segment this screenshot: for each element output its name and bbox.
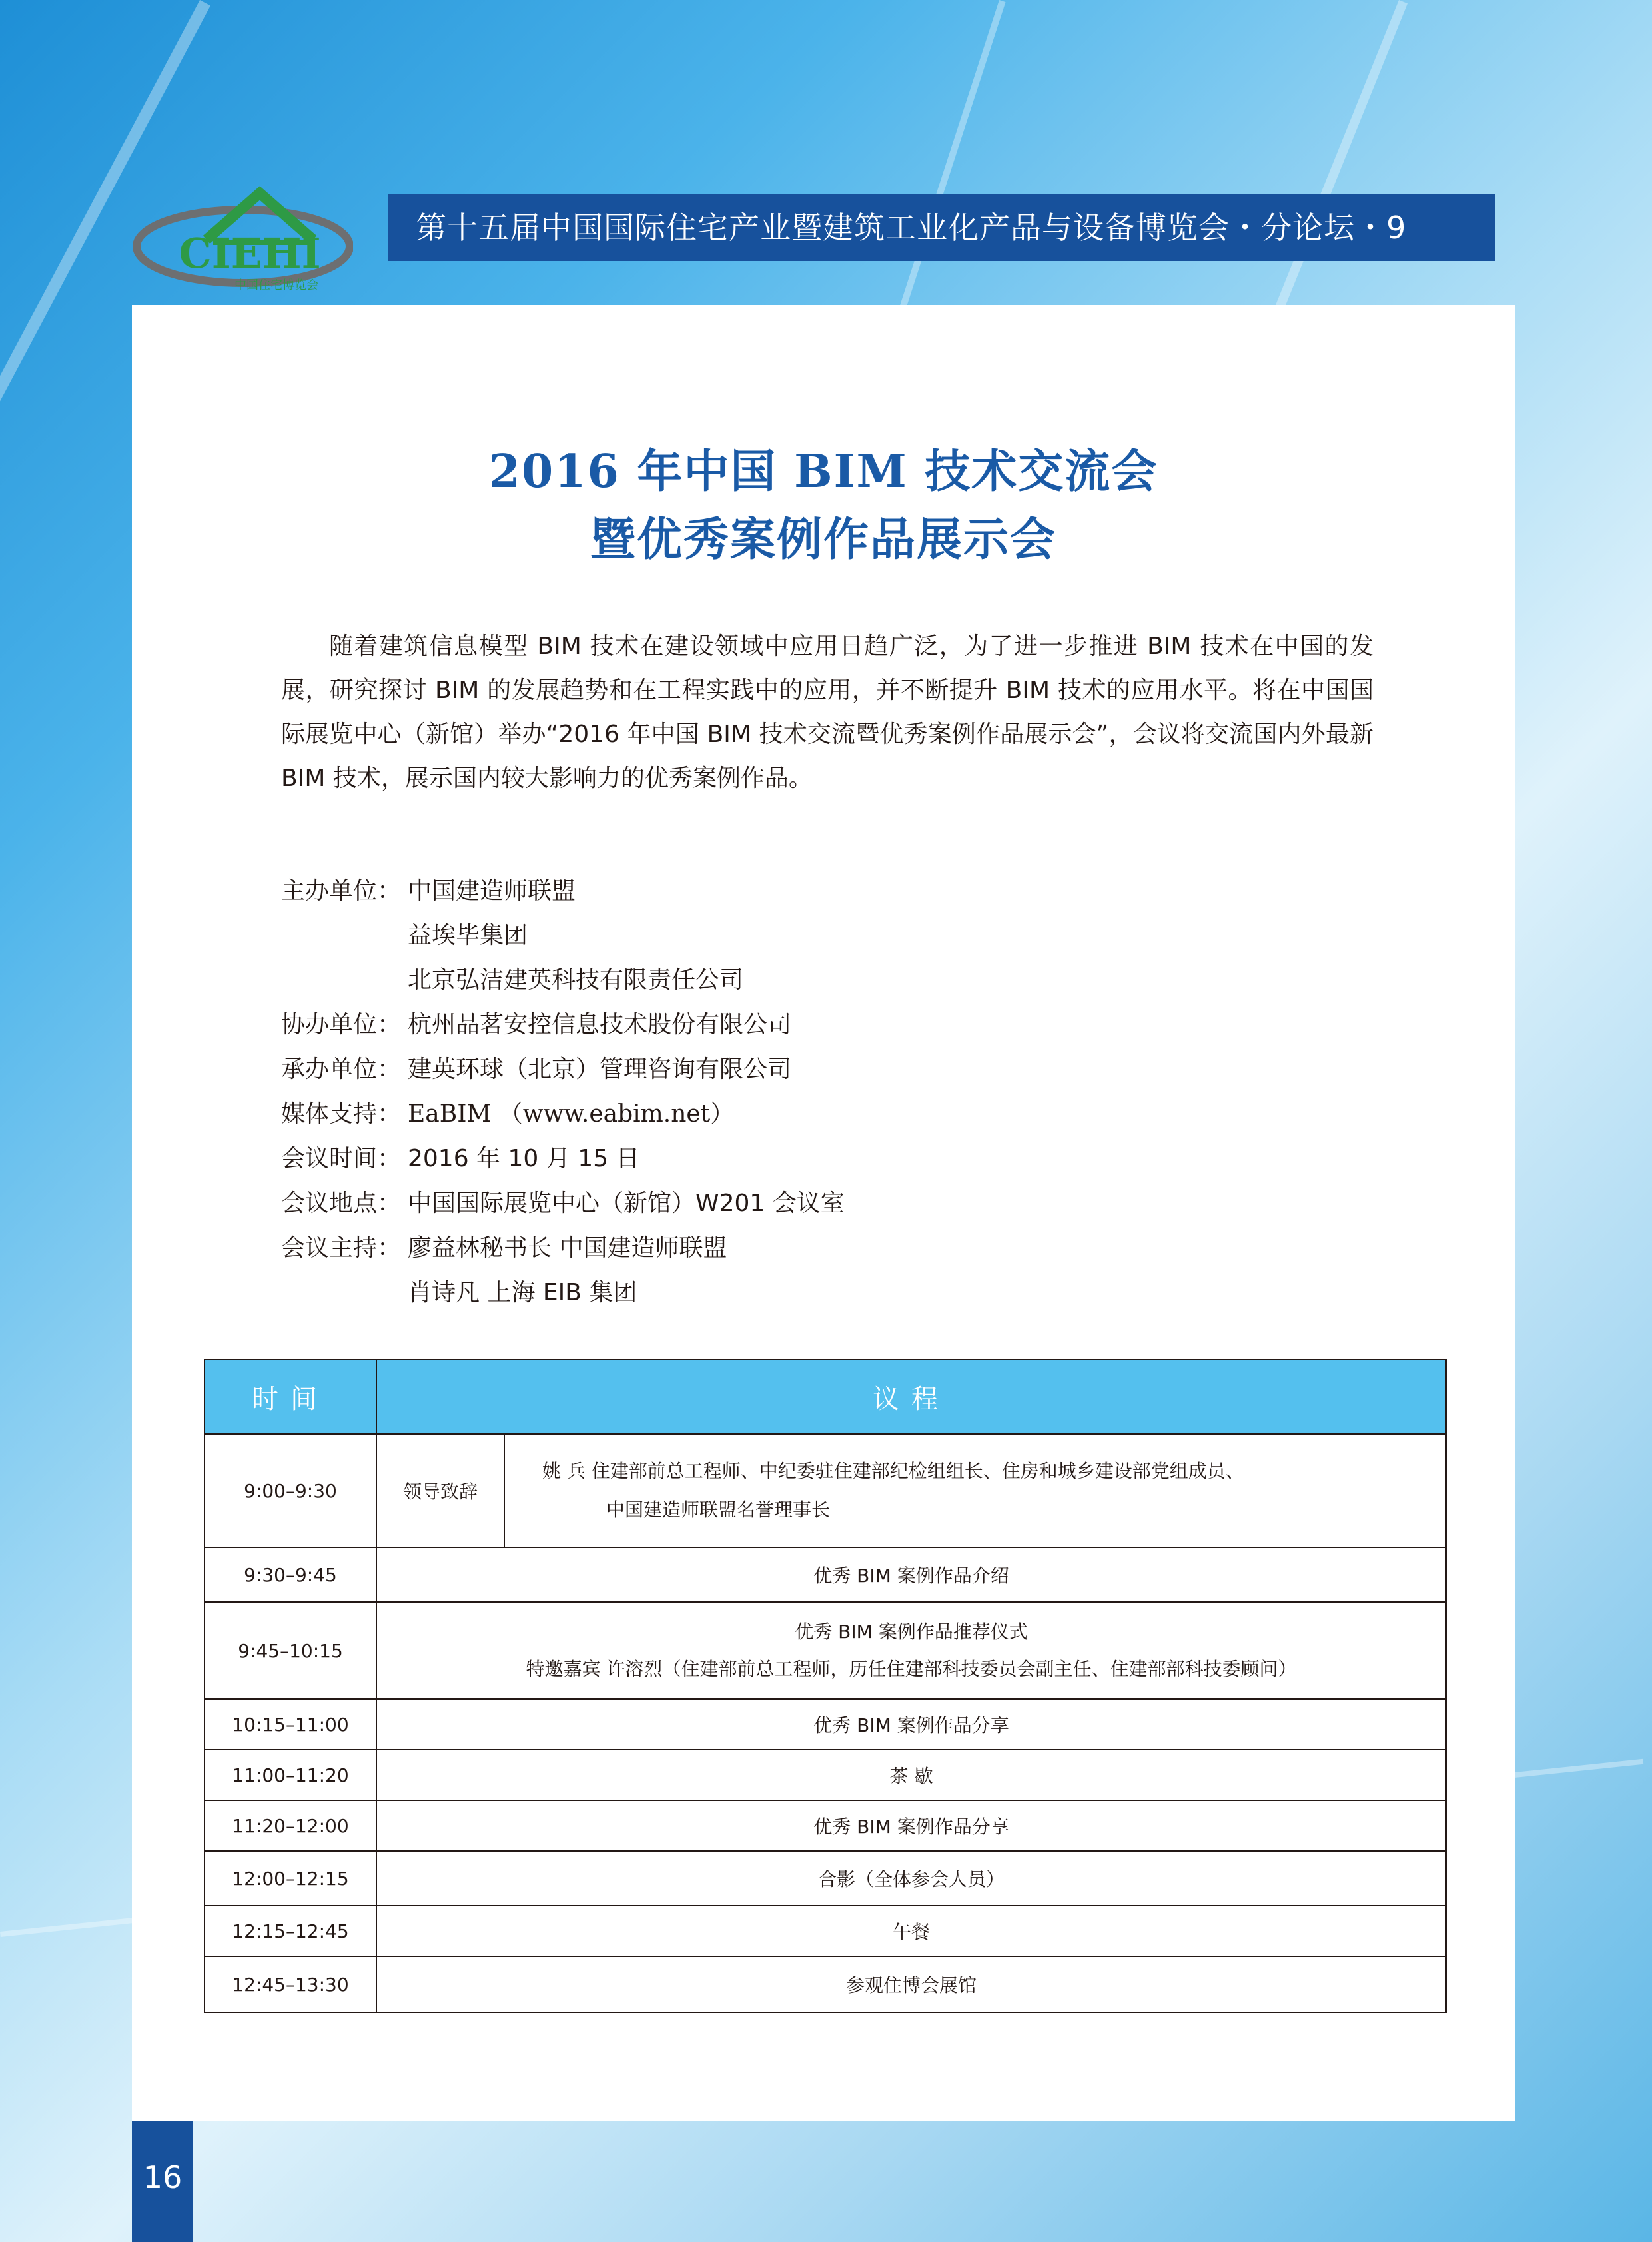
agenda-header-row [205, 1359, 1446, 1434]
agenda-time: 11:00–11:20 [205, 1750, 376, 1800]
info-row [281, 913, 845, 958]
agenda-time: 9:00–9:30 [205, 1434, 376, 1547]
agenda-time: 9:45–10:15 [205, 1602, 376, 1699]
agenda-program-line: 中国建造师联盟名誉理事长 [606, 1499, 831, 1521]
agenda-header-time: 时间 [205, 1359, 376, 1434]
ciehi-logo [133, 167, 353, 293]
agenda-program [504, 1434, 1446, 1547]
title-line-1: 2016 年中国 BIM 技术交流会 [488, 445, 1158, 498]
agenda-program: 午餐 [376, 1906, 1446, 1956]
table-row [205, 1750, 1446, 1800]
info-value: 肖诗凡 上海 EIB 集团 [408, 1279, 637, 1306]
page-number: 16 [132, 2121, 193, 2242]
agenda-time: 9:30–9:45 [205, 1547, 376, 1602]
agenda-program-line: 姚 兵 住建部前总工程师、中纪委驻住建部纪检组组长、住房和城乡建设部党组成员、 [542, 1460, 1244, 1482]
agenda-time: 12:00–12:15 [205, 1851, 376, 1906]
info-label [281, 958, 408, 1002]
info-label: 会议地点： [281, 1190, 402, 1217]
info-value: 2016 年 10 月 15 日 [408, 1145, 640, 1172]
info-value: 中国国际展览中心（新馆）W201 会议室 [408, 1190, 845, 1217]
agenda-program: 合影（全体参会人员） [376, 1851, 1446, 1906]
info-value: 廖益林秘书长 中国建造师联盟 [408, 1234, 727, 1262]
info-row [281, 1136, 845, 1181]
intro-text: 随着建筑信息模型 BIM 技术在建设领域中应用日趋广泛，为了进一步推进 BIM 技术在中国的发展，研究探讨 BIM 的发展趋势和在工程实践中的应用，并不断提升 BIM 技术的应用水平。将在中国国际展览中心（新馆）举办“2016 年中国 BIM 技术交流暨优秀案例作品展示会”，会议将交流国内外最新 BIM 技术，展示国内较大影响力的优秀案例作品。 [281, 633, 1374, 792]
agenda-program: 优秀 BIM 案例作品介绍 [376, 1547, 1446, 1602]
info-label: 媒体支持： [281, 1100, 402, 1128]
info-value: 建英环球（北京）管理咨询有限公司 [408, 1056, 792, 1083]
info-row [281, 869, 845, 913]
table-row [205, 1547, 1446, 1602]
info-label [281, 1270, 408, 1315]
table-row [205, 1956, 1446, 2012]
info-label: 承办单位： [281, 1056, 402, 1083]
agenda-program-line: 优秀 BIM 案例作品推荐仪式 [795, 1621, 1028, 1643]
agenda-time: 11:20–12:00 [205, 1800, 376, 1851]
info-row [281, 1226, 845, 1270]
info-label: 会议主持： [281, 1234, 402, 1262]
agenda-program: 优秀 BIM 案例作品分享 [376, 1800, 1446, 1851]
info-label: 主办单位： [281, 877, 402, 905]
info-row [281, 1047, 845, 1092]
agenda-time: 10:15–11:00 [205, 1699, 376, 1750]
agenda-table [204, 1359, 1447, 2013]
agenda-time: 12:15–12:45 [205, 1906, 376, 1956]
agenda-header-program: 议程 [376, 1359, 1446, 1434]
info-label: 协办单位： [281, 1011, 402, 1038]
meeting-info [281, 869, 845, 1315]
info-row [281, 1270, 845, 1315]
agenda-time: 12:45–13:30 [205, 1956, 376, 2012]
header-title: 第十五届中国国际住宅产业暨建筑工业化产品与设备博览会・分论坛・9 [388, 194, 1495, 261]
table-row [205, 1602, 1446, 1699]
info-row [281, 1092, 845, 1136]
table-row [205, 1906, 1446, 1956]
info-row [281, 1002, 845, 1047]
info-row [281, 958, 845, 1002]
agenda-program-line: 特邀嘉宾 许溶烈（住建部前总工程师，历任住建部科技委员会副主任、住建部部科技委顾问） [526, 1658, 1297, 1680]
info-value: 杭州品茗安控信息技术股份有限公司 [408, 1011, 792, 1038]
info-row [281, 1181, 845, 1226]
info-value: 益埃毕集团 [408, 922, 528, 949]
table-row [205, 1800, 1446, 1851]
content-panel [132, 305, 1515, 2121]
agenda-program: 参观住博会展馆 [376, 1956, 1446, 2012]
table-row [205, 1851, 1446, 1906]
agenda-program: 茶 歇 [376, 1750, 1446, 1800]
title-line-2: 暨优秀案例作品展示会 [590, 513, 1056, 566]
table-row [205, 1434, 1446, 1547]
intro-paragraph [281, 625, 1374, 801]
info-value: EaBIM （www.eabim.net） [408, 1100, 735, 1128]
agenda-program: 优秀 BIM 案例作品分享 [376, 1699, 1446, 1750]
info-label: 会议时间： [281, 1145, 402, 1172]
svg-text:CIEHI: CIEHI [179, 229, 321, 278]
info-value: 中国建造师联盟 [408, 877, 576, 905]
svg-text:中国住宅博览会: 中国住宅博览会 [234, 278, 318, 292]
agenda-subcategory: 领导致辞 [376, 1434, 504, 1547]
info-value: 北京弘洁建英科技有限责任公司 [408, 966, 744, 994]
info-label [281, 913, 408, 958]
table-row [205, 1699, 1446, 1750]
agenda-program [376, 1602, 1446, 1699]
